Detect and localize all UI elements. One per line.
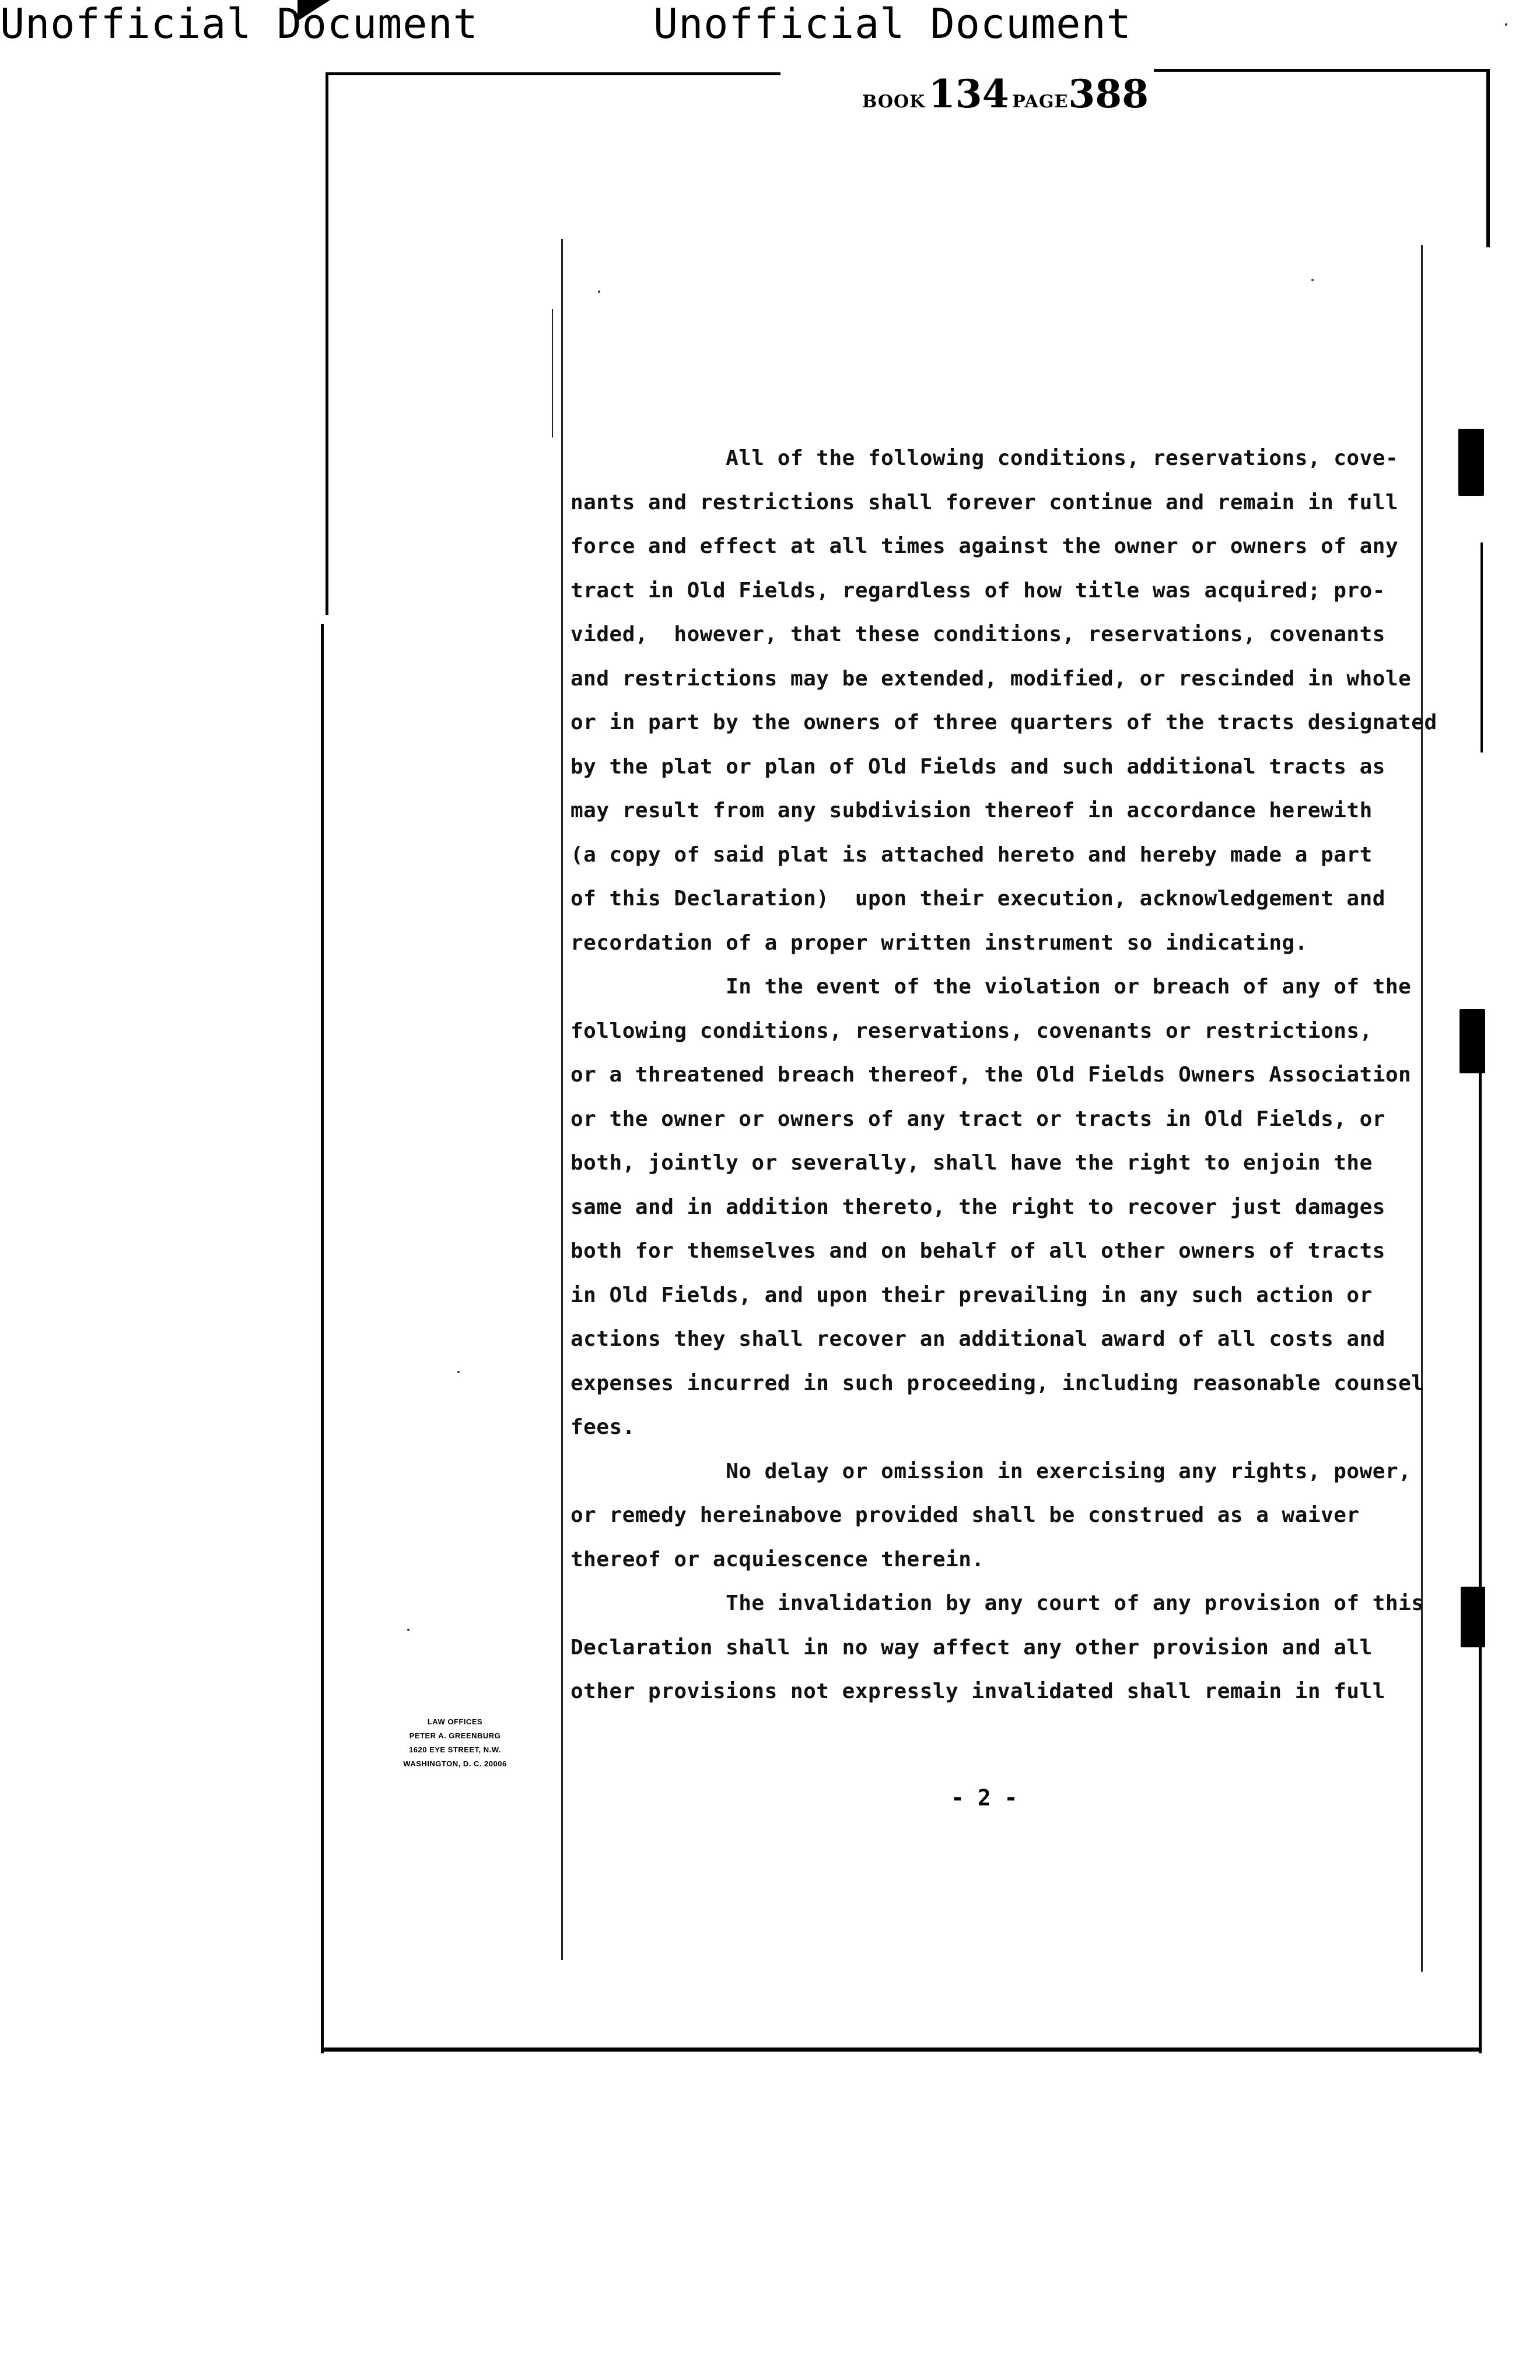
frame-left-bottom xyxy=(321,624,324,2053)
frame-top-right xyxy=(1154,69,1490,72)
body-text-line: both for themselves and on behalf of all other owners of tracts xyxy=(570,1239,1385,1263)
body-text-line: thereof or acquiescence therein. xyxy=(570,1548,985,1572)
body-text-line: both, jointly or severally, shall have the right to enjoin the xyxy=(570,1151,1373,1175)
body-text-line: following conditions, reservations, covenants or restrictions, xyxy=(570,1019,1373,1043)
body-text-line: expenses incurred in such proceeding, including reasonable counsel xyxy=(570,1371,1424,1395)
law-office-name: PETER A. GREENBURG xyxy=(409,1731,501,1740)
body-text-line: The invalidation by any court of any provision of this xyxy=(570,1591,1424,1615)
speck xyxy=(1311,279,1314,281)
law-office-block xyxy=(373,1715,537,1771)
watermark-left: Unofficial Document xyxy=(0,0,478,48)
book-label: BOOK xyxy=(862,92,926,112)
speck xyxy=(598,290,600,293)
body-text-line: actions they shall recover an additional award of all costs and xyxy=(570,1327,1385,1351)
body-text-line: of this Declaration) upon their execution, acknowledgement and xyxy=(570,887,1385,911)
body-text-line: and restrictions may be extended, modified, or rescinded in whole xyxy=(570,667,1412,691)
book-page-reference xyxy=(862,71,1149,117)
corner-flag-mark xyxy=(298,0,330,21)
body-text-line: may result from any subdivision thereof in accordance herewith xyxy=(570,799,1373,822)
frame-top-left xyxy=(326,72,780,75)
frame-left-top xyxy=(326,72,328,615)
body-text-line: tract in Old Fields, regardless of how title was acquired; pro- xyxy=(570,579,1385,603)
speck xyxy=(457,1371,460,1373)
body-text-line: or the owner or owners of any tract or tracts in Old Fields, or xyxy=(570,1107,1385,1131)
body-text-line: No delay or omission in exercising any rights, power, xyxy=(570,1460,1412,1483)
law-office-heading: LAW OFFICES xyxy=(427,1717,483,1726)
page-label: PAGE xyxy=(1012,92,1069,112)
body-text-line: or a threatened breach thereof, the Old Fields Owners Association xyxy=(570,1063,1412,1087)
frame-right-bottom xyxy=(1479,1068,1482,2053)
body-text-line: force and effect at all times against the owner or owners of any xyxy=(570,534,1399,558)
side-mark-3 xyxy=(1461,1587,1485,1647)
body-text-line: (a copy of said plat is attached hereto and hereby made a part xyxy=(570,843,1373,867)
body-text-line: by the plat or plan of Old Fields and such additional tracts as xyxy=(570,755,1385,779)
right-margin-line xyxy=(1421,245,1423,1972)
left-margin-line xyxy=(561,239,563,1960)
body-text-line: In the event of the violation or breach of any of the xyxy=(570,975,1412,999)
body-text-line: Declaration shall in no way affect any other provision and all xyxy=(570,1636,1373,1660)
frame-bottom xyxy=(321,2048,1482,2052)
body-text-line: fees. xyxy=(570,1415,635,1439)
side-mark-1 xyxy=(1458,429,1484,496)
left-margin-line-short xyxy=(552,309,553,438)
side-mark-2 xyxy=(1460,1009,1485,1073)
body-text-line: All of the following conditions, reservations, cove- xyxy=(570,446,1399,470)
body-text-line: vided, however, that these conditions, reservations, covenants xyxy=(570,622,1385,646)
watermark-right: Unofficial Document xyxy=(653,0,1132,48)
frame-right-top xyxy=(1486,69,1490,247)
body-text-line: or in part by the owners of three quarters of the tracts designated xyxy=(570,710,1437,734)
body-text-line: same and in addition thereto, the right to recover just damages xyxy=(570,1195,1385,1219)
speck xyxy=(407,1629,410,1631)
frame-right-middle xyxy=(1480,542,1483,752)
body-text-line: recordation of a proper written instrument so indicating. xyxy=(570,931,1308,955)
speck xyxy=(1505,23,1507,26)
book-number: 134 xyxy=(928,71,1009,117)
page-number: - 2 - xyxy=(951,1785,1018,1811)
law-office-city: WASHINGTON, D. C. 20006 xyxy=(403,1759,507,1768)
law-office-street: 1620 EYE STREET, N.W. xyxy=(409,1745,501,1754)
body-text-line: nants and restrictions shall forever continue and remain in full xyxy=(570,491,1399,514)
page-reference-number: 388 xyxy=(1068,71,1149,117)
body-text-line: or remedy hereinabove provided shall be construed as a waiver xyxy=(570,1503,1360,1527)
body-text-line: in Old Fields, and upon their prevailing in any such action or xyxy=(570,1283,1373,1307)
body-text-line: other provisions not expressly invalidated shall remain in full xyxy=(570,1679,1385,1703)
